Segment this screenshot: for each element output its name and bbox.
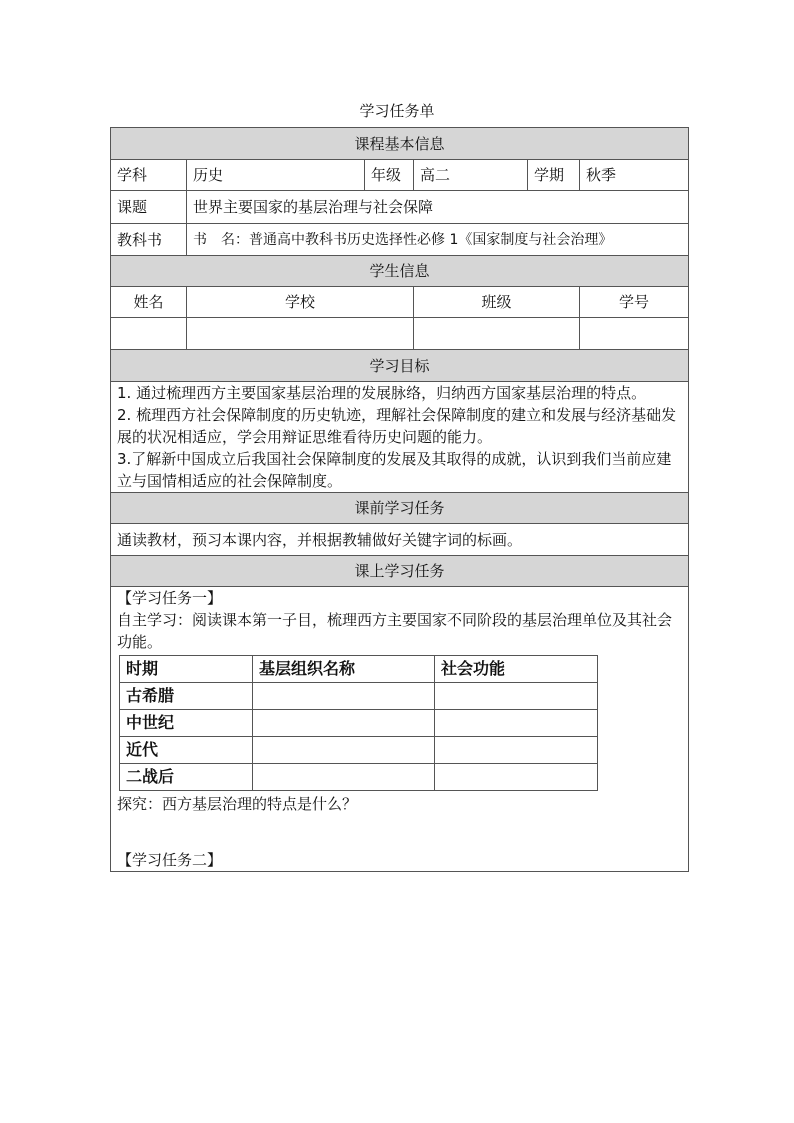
term-value: 秋季	[580, 160, 689, 191]
textbook-label: 教科书	[111, 224, 187, 256]
in-class-task-header: 课上学习任务	[111, 556, 689, 587]
organization-answer-cell[interactable]	[253, 764, 435, 791]
name-field[interactable]	[111, 318, 187, 350]
period-cell: 中世纪	[120, 710, 253, 737]
goals-header: 学习目标	[111, 350, 689, 382]
function-answer-cell[interactable]	[435, 710, 598, 737]
task-sheet-table	[110, 127, 689, 872]
pre-class-task-text: 通读教材，预习本课内容，并根据教辅做好关键字词的标画。	[111, 524, 689, 556]
goals-list	[111, 382, 689, 493]
class-label: 班级	[414, 287, 580, 318]
column-header-period: 时期	[120, 656, 253, 683]
school-field[interactable]	[187, 318, 414, 350]
organization-answer-cell[interactable]	[253, 710, 435, 737]
governance-table-header-row	[120, 656, 598, 683]
topic-value: 世界主要国家的基层治理与社会保障	[187, 191, 689, 224]
goal-item: 1. 通过梳理西方主要国家基层治理的发展脉络，归纳西方国家基层治理的特点。	[117, 384, 647, 402]
period-cell: 古希腊	[120, 683, 253, 710]
explore-question: 探究：西方基层治理的特点是什么？	[117, 795, 358, 813]
organization-answer-cell[interactable]	[253, 683, 435, 710]
class-field[interactable]	[414, 318, 580, 350]
term-label: 学期	[528, 160, 580, 191]
task-one-text: 自主学习：阅读课本第一子目，梳理西方主要国家不同阶段的基层治理单位及其社会功能。	[117, 611, 673, 651]
goal-item: 3.了解新中国成立后我国社会保障制度的发展及其取得的成就，认识到我们当前应建立与国情相适应的社会保障制度。	[117, 450, 672, 490]
table-row	[120, 683, 598, 710]
topic-label: 课题	[111, 191, 187, 224]
period-cell: 近代	[120, 737, 253, 764]
in-class-task-body	[111, 587, 689, 872]
student-id-label: 学号	[580, 287, 689, 318]
task-one-title: 【学习任务一】	[117, 589, 223, 607]
function-answer-cell[interactable]	[435, 683, 598, 710]
school-label: 学校	[187, 287, 414, 318]
task-two-title: 【学习任务二】	[117, 851, 223, 869]
organization-answer-cell[interactable]	[253, 737, 435, 764]
column-header-organization: 基层组织名称	[253, 656, 435, 683]
document-title: 学习任务单	[359, 102, 435, 120]
subject-label: 学科	[111, 160, 187, 191]
subject-value: 历史	[187, 160, 365, 191]
function-answer-cell[interactable]	[435, 764, 598, 791]
table-row	[120, 764, 598, 791]
student-id-field[interactable]	[580, 318, 689, 350]
answer-space[interactable]	[117, 815, 682, 849]
table-row	[120, 710, 598, 737]
period-cell: 二战后	[120, 764, 253, 791]
course-info-header: 课程基本信息	[111, 128, 689, 160]
grade-label: 年级	[365, 160, 414, 191]
governance-table	[119, 655, 598, 791]
name-label: 姓名	[111, 287, 187, 318]
pre-class-task-header: 课前学习任务	[111, 493, 689, 524]
grade-value: 高二	[414, 160, 528, 191]
goal-item: 2. 梳理西方社会保障制度的历史轨迹，理解社会保障制度的建立和发展与经济基础发展的状况相适应，学会用辩证思维看待历史问题的能力。	[117, 406, 677, 446]
table-row	[120, 737, 598, 764]
textbook-value: 书 名：普通高中教科书历史选择性必修 1《国家制度与社会治理》	[187, 224, 689, 256]
student-info-header: 学生信息	[111, 256, 689, 287]
function-answer-cell[interactable]	[435, 737, 598, 764]
column-header-function: 社会功能	[435, 656, 598, 683]
